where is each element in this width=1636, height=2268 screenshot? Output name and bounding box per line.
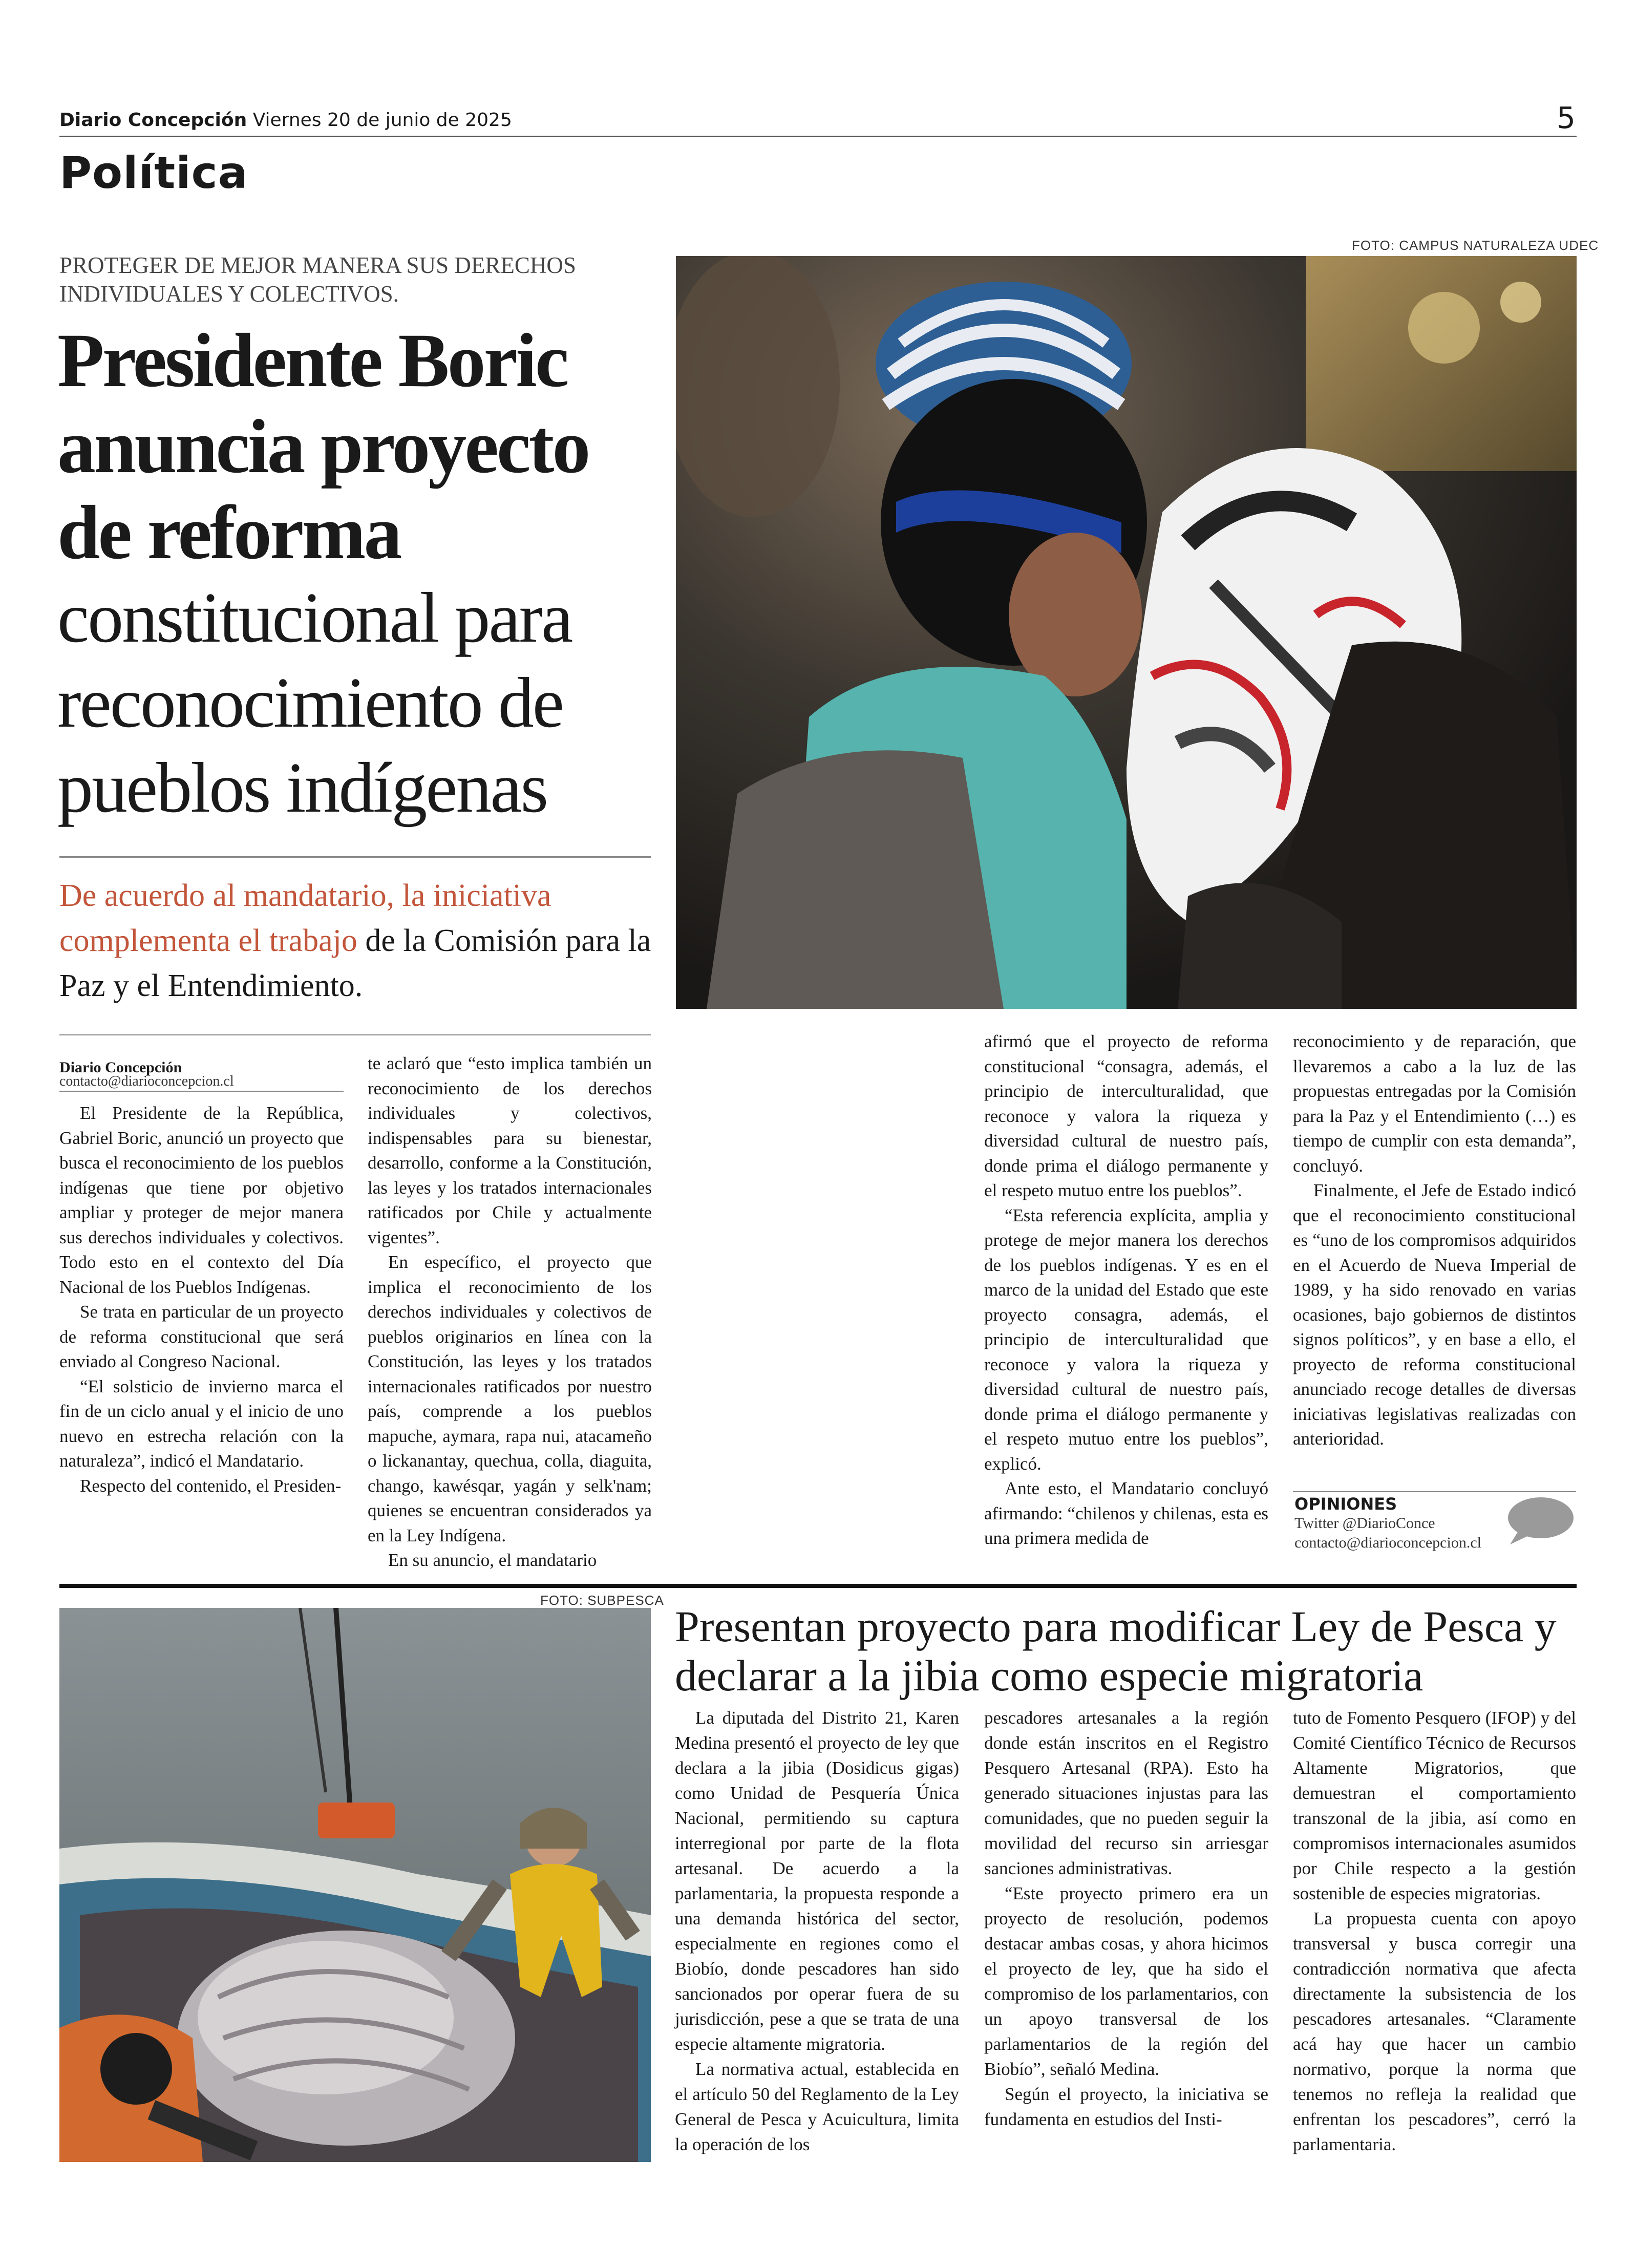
second-headline: Presentan proyecto para modificar Ley de Pesca y declarar a la jibia como especie migratoria	[675, 1602, 1557, 1700]
second-column-3	[1293, 1705, 1576, 2157]
second-column-1	[675, 1705, 959, 2157]
paragraph: En su anuncio, el mandatario	[388, 1550, 597, 1570]
photo-credit: FOTO: SUBPESCA	[540, 1593, 664, 1608]
article-deck	[59, 873, 653, 1008]
opinions-label: OPINIONES	[1294, 1494, 1397, 1514]
byline-author: Diario Concepción	[59, 1059, 182, 1076]
article-headline	[57, 317, 662, 831]
photo-fishermen	[59, 1608, 651, 2162]
paper-name: Diario Concepción	[59, 110, 247, 131]
paragraph: La propuesta cuenta con apoyo transversal y busca corregir una contradicción normativa que afecta directamente la subsistencia de los pescadores artesanales. “Claramente acá hay que hacer un cambio normativo, porque la norma que tenemos no refleja la realidad que enfrentan los pescadores”, cerró la parlamentaria.	[1293, 1909, 1576, 2154]
paragraph: Respecto del contenido, el Presiden-	[80, 1475, 342, 1496]
main-photo	[676, 256, 1577, 1009]
deck-accent: De acuerdo al mandatario, la iniciativa complementa el trabajo	[59, 878, 551, 958]
deck-rest: de la Comisión para la Paz y el Entendimiento.	[59, 923, 651, 1003]
header-divider	[59, 136, 1577, 137]
headline-line: Presidente Boric	[57, 318, 567, 403]
article-kicker: PROTEGER DE MEJOR MANERA SUS DERECHOS INDIVIDUALES Y COLECTIVOS.	[59, 252, 576, 307]
speech-bubble-icon	[1503, 1495, 1575, 1546]
paragraph: “Esta referencia explícita, amplia y protege de mejor manera los derechos de los pueblos indígenas. Y es en el marco de la unidad del Estado que este proyecto consagra, además, el principio de interculturalidad que reconoce y valora la riqueza y diversidad cultural de nuestro país, donde prima el diálogo permanente y el respeto mutuo entre los pueblos”, explicó.	[984, 1205, 1268, 1474]
paragraph: En específico, el proyecto que implica el reconocimiento de los derechos individuales y colectivos de pueblos originarios en línea con la Constitución, las leyes y los tratados internacionales ratificados por nuestro país, comprende a los pueblos mapuche, aymara, rapa nui, atacameño o lickanantay, quechua, colla, diaguita, chango, kawésqar, yagán y selk'nam; quienes se encuentran considerados ya en la Ley Indígena.	[368, 1252, 652, 1545]
headline-line: constitucional para	[57, 578, 572, 658]
paragraph: La diputada del Distrito 21, Karen Medina presentó el proyecto de ley que declara a la jibia (Dosidicus gigas) como Unidad de Pesquería Única Nacional, permitiendo su captura interregional por parte de la flota artesanal. De acuerdo a la parlamentaria, la propuesta responde a una demanda histórica del sector, especialmente en regiones como el Biobío, donde pescadores han sido sancionados por operar fuera de su jurisdicción, pese a que se trata de una especie altamente migratoria.	[675, 1708, 959, 2054]
byline-divider	[59, 1034, 651, 1035]
headline-line: de reforma	[57, 490, 400, 575]
issue-date: Viernes 20 de junio de 2025	[252, 110, 512, 131]
article-column-3	[984, 1029, 1268, 1551]
paragraph: te aclaró que “esto implica también un reconocimiento de los derechos individuales y colectivos, indispensables para su bienestar, desarrollo, conforme a la Constitución, las leyes y los tratados internacionales ratificados por Chile y actualmente vigentes”.	[368, 1053, 652, 1247]
second-column-2	[984, 1705, 1268, 2132]
article-column-2	[368, 1051, 652, 1573]
photo-credit: FOTO: CAMPUS NATURALEZA UDEC	[1352, 238, 1599, 253]
page-number: 5	[1557, 100, 1576, 135]
paragraph: “El solsticio de invierno marca el fin de un ciclo anual y el inicio de uno nuevo en estrecha relación con la naturaleza”, indicó el Mandatario.	[59, 1376, 344, 1471]
paragraph: El Presidente de la República, Gabriel Boric, anunció un proyecto que busca el reconocimiento de los pueblos indígenas que tiene por objetivo ampliar y proteger de mejor manera sus derechos individuales y colectivos. Todo esto en el contexto del Día Nacional de los Pueblos Indígenas.	[59, 1103, 344, 1297]
paragraph: Según el proyecto, la iniciativa se fundamenta en estudios del Insti-	[984, 2084, 1268, 2129]
article-separator	[59, 1584, 1577, 1588]
paragraph: reconocimiento y de reparación, que llevaremos a cabo a la luz de las propuestas entregadas por la Comisión para la Paz y el Entendimiento (…) es tiempo de cumplir con esta demanda”, concluyó.	[1293, 1031, 1576, 1176]
masthead	[59, 110, 512, 131]
opinions-twitter: Twitter @DiarioConce	[1294, 1515, 1435, 1532]
opinions-divider	[1293, 1491, 1576, 1492]
paragraph: Se trata en particular de un proyecto de reforma constitucional que será enviado al Congreso Nacional.	[59, 1302, 344, 1371]
section-title: Política	[59, 147, 248, 199]
photo-indigenous-people	[676, 256, 1577, 1009]
headline-line: anuncia proyecto	[57, 404, 589, 489]
fishing-photo	[59, 1608, 651, 2162]
article-column-4	[1293, 1029, 1576, 1452]
headline-divider	[59, 856, 651, 858]
paragraph: afirmó que el proyecto de reforma constitucional “consagra, además, el principio de interculturalidad, que reconoce y valora la riqueza y diversidad cultural de nuestro país, donde prima el diálogo permanente y el respeto mutuo entre los pueblos”.	[984, 1031, 1268, 1200]
paragraph: pescadores artesanales a la región donde están inscritos en el Registro Pesquero Artesanal (RPA). Esto ha generado situaciones injustas para las comunidades, que no pueden seguir la movilidad del recurso sin arriesgar sanciones administrativas.	[984, 1708, 1268, 1878]
opinions-email: contacto@diarioconcepcion.cl	[1294, 1534, 1481, 1551]
paragraph: Ante esto, el Mandatario concluyó afirmando: “chilenos y chilenas, esta es una primera medida de	[984, 1478, 1268, 1548]
byline-underline	[59, 1091, 344, 1092]
article-column-1	[59, 1101, 344, 1498]
byline-email: contacto@diarioconcepcion.cl	[59, 1073, 234, 1089]
headline-line: pueblos indígenas	[57, 748, 547, 828]
paragraph: Finalmente, el Jefe de Estado indicó que el reconocimiento constitucional es “uno de los compromisos adquiridos en el Acuerdo de Nueva Imperial de 1989, y ha sido renovado en varias ocasiones, bajo gobiernos de distintos signos políticos”, y en base a ello, el proyecto de reforma constitucional anunciado recoge detalles de diversas iniciativas legislativas realizadas con anterioridad.	[1293, 1180, 1576, 1449]
paragraph: tuto de Fomento Pesquero (IFOP) y del Comité Científico Técnico de Recursos Altamente Migratorios, que demuestran el comportamiento transzonal de la jibia, así como en compromisos internacionales asumidos por Chile respecto a la gestión sostenible de especies migratorias.	[1293, 1708, 1576, 1903]
headline-line: reconocimiento de	[57, 663, 563, 743]
paragraph: La normativa actual, establecida en el artículo 50 del Reglamento de la Ley General de Pesca y Acuicultura, limita la operación de los	[675, 2059, 959, 2154]
paragraph: “Este proyecto primero era un proyecto de resolución, podemos destacar ambas cosas, y ahora hicimos el proyecto de ley, que ha sido el compromiso de los parlamentarios, con un apoyo transversal de los parlamentarios de la región del Biobío”, señaló Medina.	[984, 1883, 1268, 2079]
